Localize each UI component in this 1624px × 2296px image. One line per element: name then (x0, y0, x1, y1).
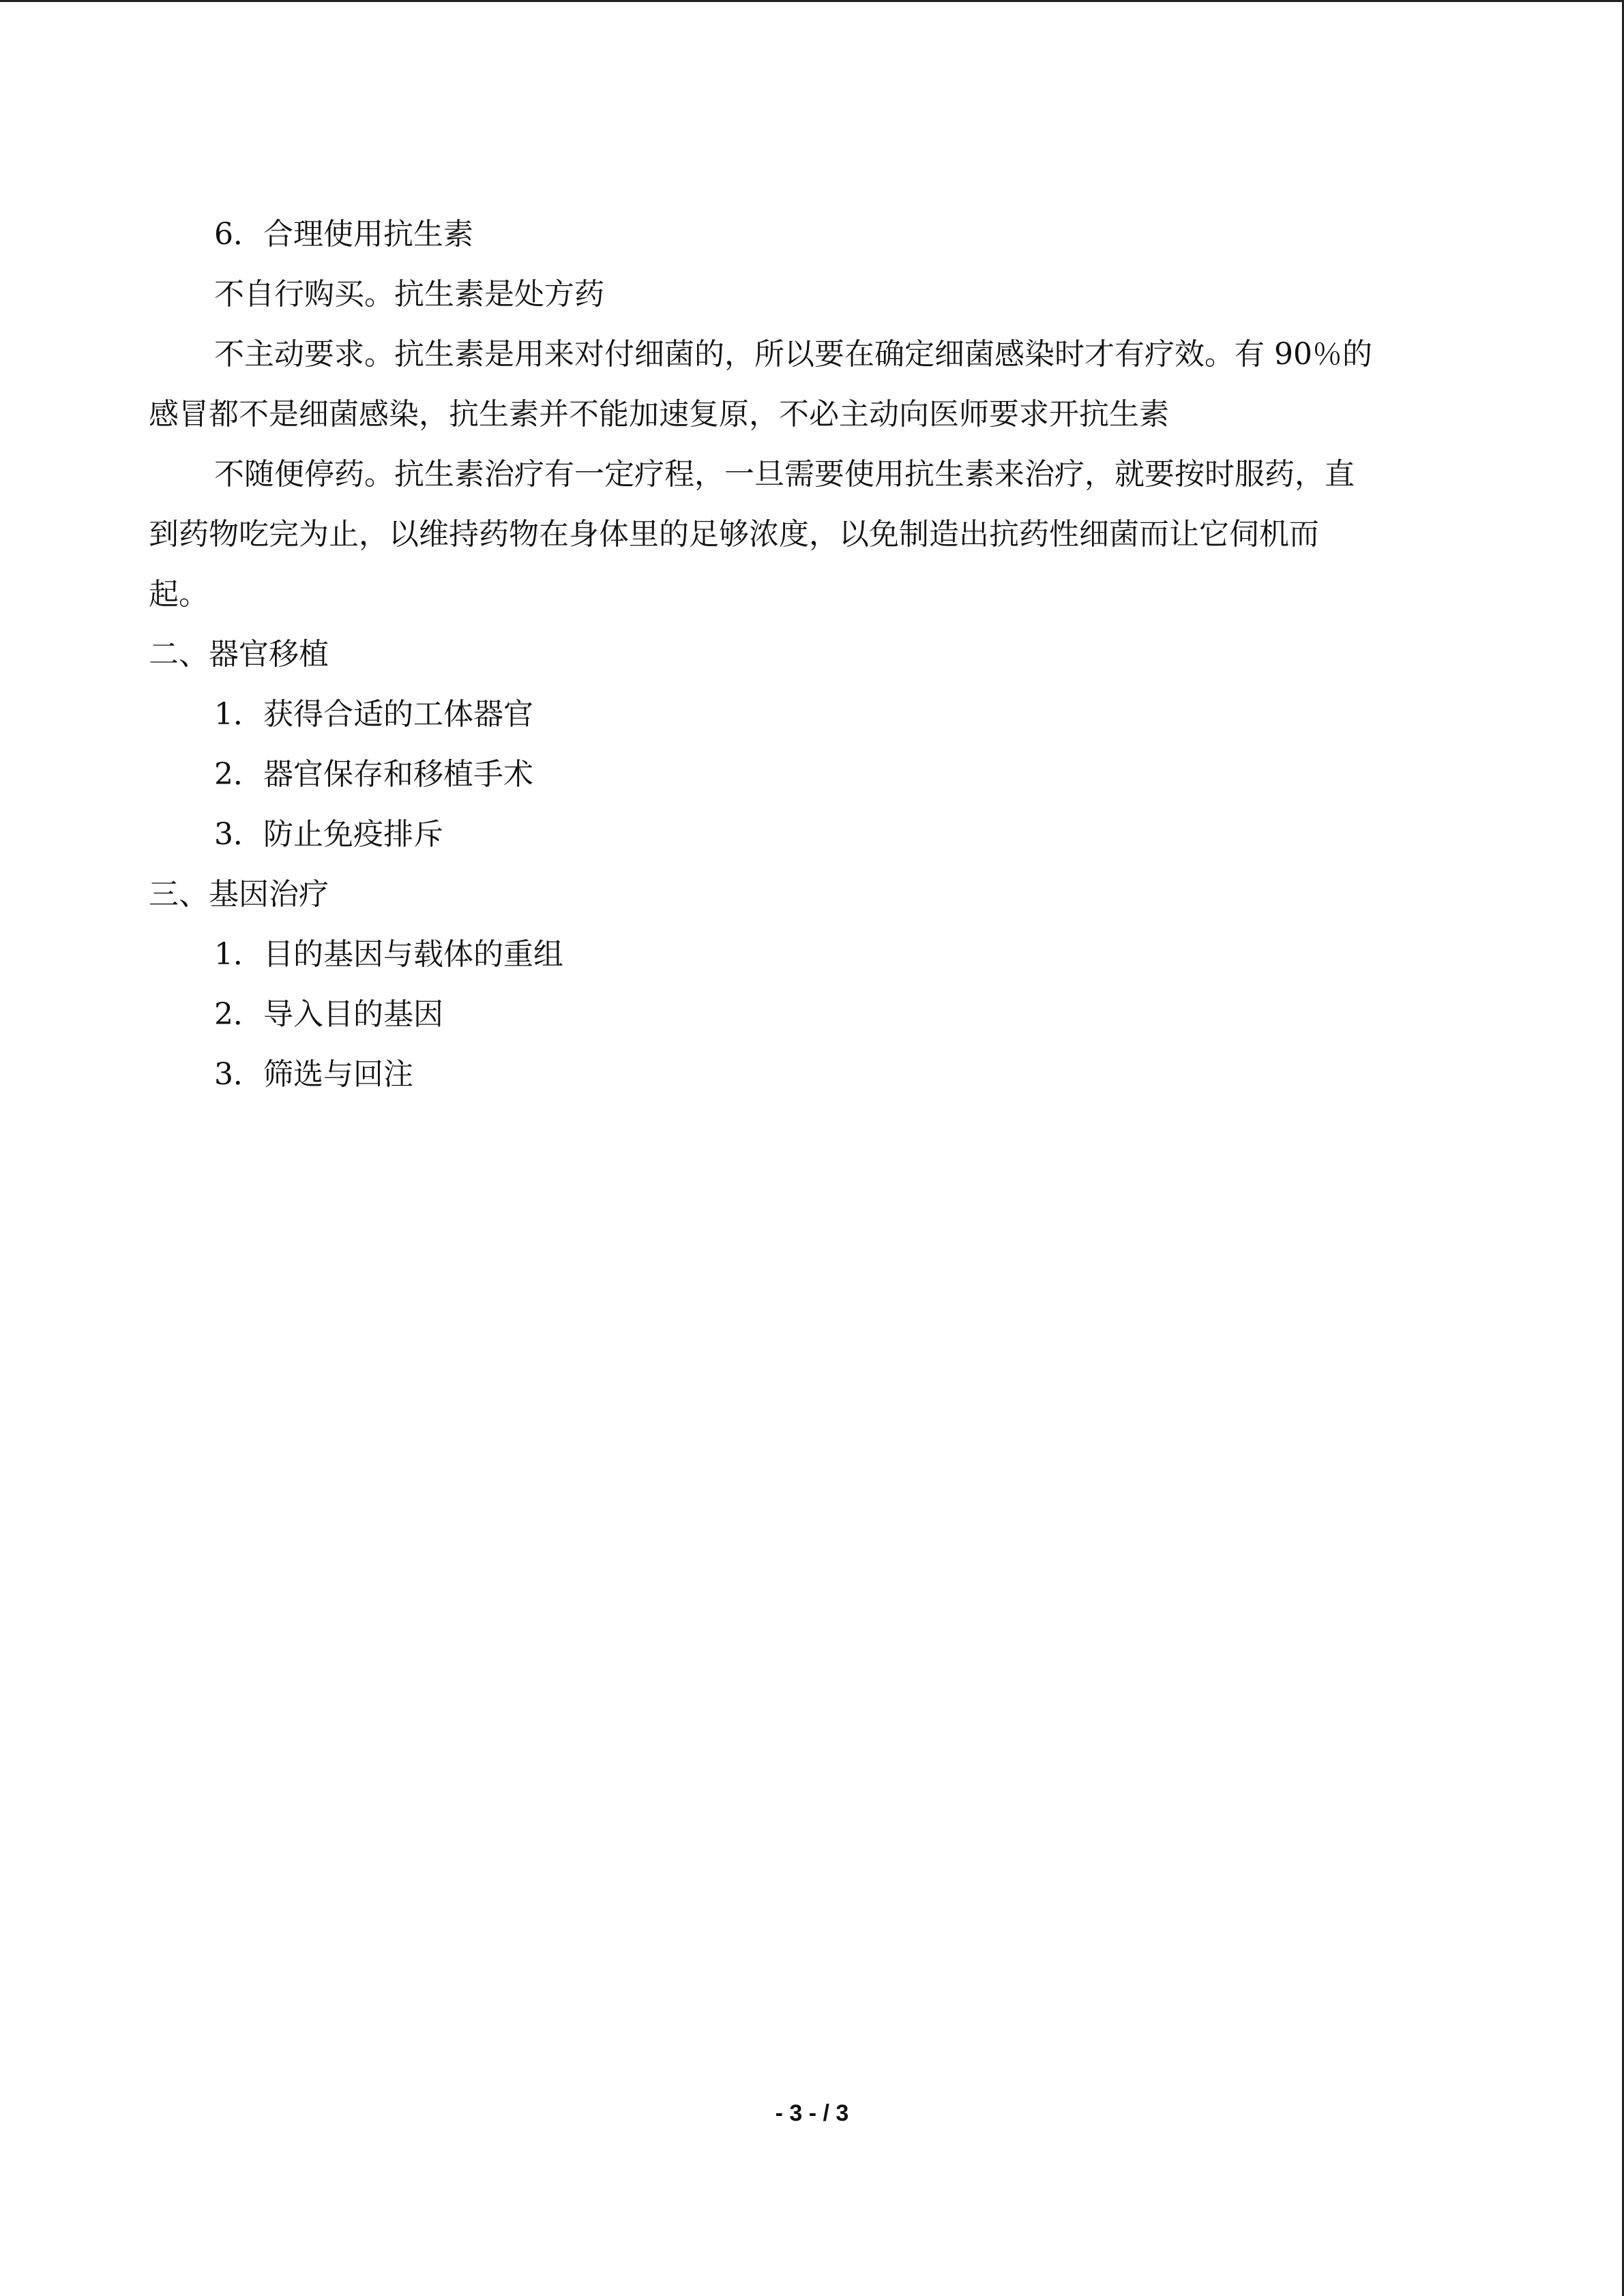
section-heading-organ-transplant: 二、器官移植 (149, 637, 329, 672)
section-heading-gene-therapy: 三、基因治疗 (149, 877, 329, 912)
list-item: 3．筛选与回注 (214, 1057, 413, 1092)
paragraph-line: 起。 (149, 577, 209, 612)
document-body (149, 205, 1472, 1105)
list-item: 2．器官保存和移植手术 (214, 757, 533, 792)
section-heading-antibiotics: 6．合理使用抗生素 (214, 217, 473, 252)
list-item: 1．获得合适的工体器官 (214, 697, 533, 732)
paragraph-line: 到药物吃完为止，以维持药物在身体里的足够浓度，以免制造出抗药性细菌而让它伺机而 (149, 517, 1319, 552)
page-number: - 3 - / 3 (775, 2100, 849, 2126)
paragraph-line: 不随便停药。抗生素治疗有一定疗程，一旦需要使用抗生素来治疗，就要按时服药，直 (214, 457, 1355, 492)
list-item: 2．导入目的基因 (214, 997, 443, 1032)
list-item: 3．防止免疫排斥 (214, 817, 443, 852)
paragraph-line: 感冒都不是细菌感染，抗生素并不能加速复原，不必主动向医师要求开抗生素 (149, 397, 1169, 432)
paragraph-line: 不自行购买。抗生素是处方药 (214, 277, 604, 312)
list-item: 1．目的基因与载体的重组 (214, 937, 563, 972)
paragraph-line: 不主动要求。抗生素是用来对付细菌的，所以要在确定细菌感染时才有疗效。有 90％的 (214, 337, 1372, 372)
